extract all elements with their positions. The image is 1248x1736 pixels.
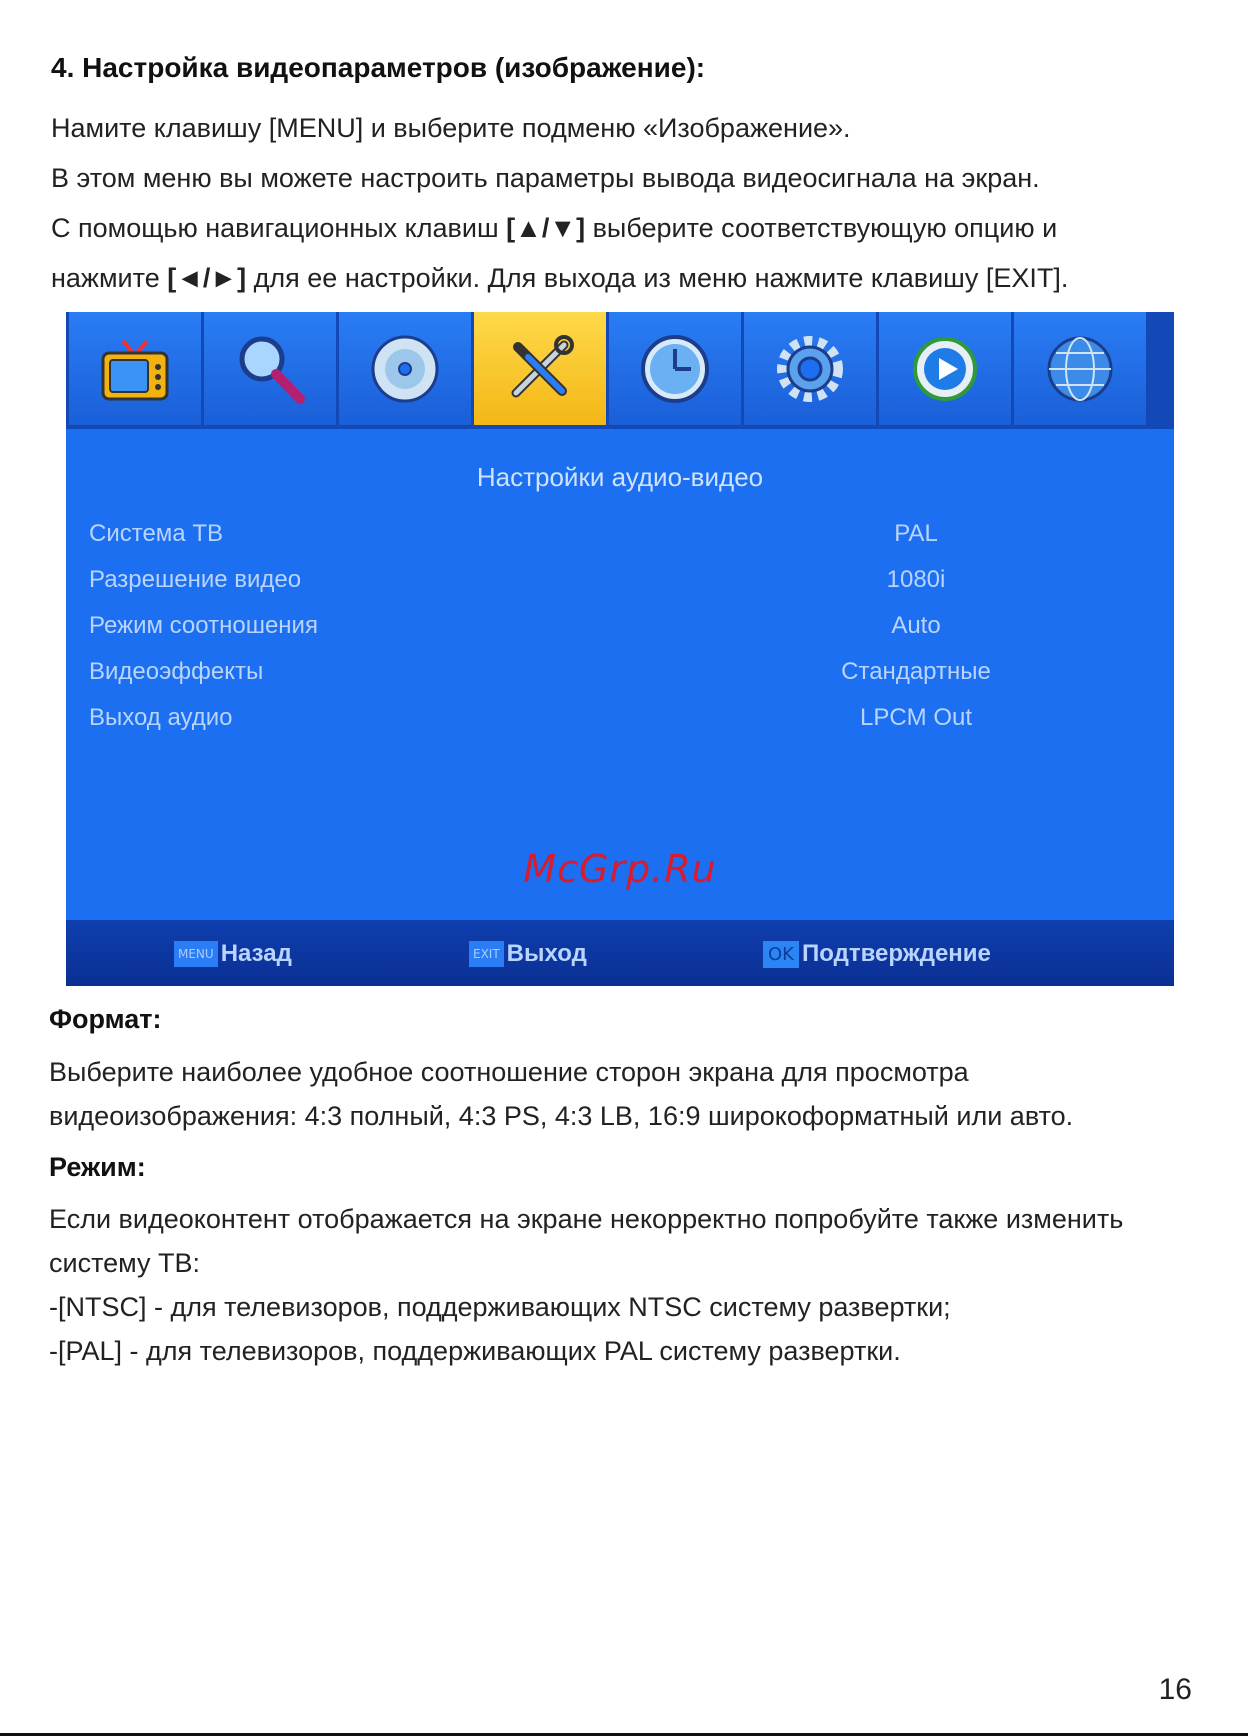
confirm-label: Подтверждение (801, 940, 991, 967)
setting-row-tv-system[interactable] (66, 520, 1174, 566)
exit-key-badge: EXIT (469, 941, 504, 967)
menu-title: Настройки аудио-видео (476, 462, 764, 492)
disc-icon (363, 327, 447, 411)
page-number: 16 (1158, 1673, 1192, 1706)
menu-footer (66, 920, 1174, 986)
menu-tab-bar (66, 312, 1174, 429)
format-line-1: Выберите наиболее удобное соотношение сторон экрана для просмотра (49, 1057, 969, 1087)
tab-disc[interactable] (339, 312, 471, 425)
setting-row-audio-output[interactable] (66, 704, 1174, 750)
tab-time[interactable] (609, 312, 741, 425)
setting-label: Система ТВ (89, 520, 223, 547)
intro-line-1: Намите клавишу [MENU] и выберите подменю «Изображение». (51, 113, 851, 143)
mode-title: Режим: (49, 1152, 146, 1182)
leftright-keys: [◄/►] (167, 263, 247, 293)
setting-label: Режим соотношения (89, 612, 318, 639)
tab-network[interactable] (1014, 312, 1146, 425)
globe-icon (1038, 327, 1122, 411)
exit-label: Выход (506, 940, 587, 967)
clock-icon (633, 327, 717, 411)
mode-line-4: -[PAL] - для телевизоров, поддерживающих PAL систему развертки. (49, 1336, 901, 1366)
mode-text (49, 1197, 1239, 1373)
mode-line-1: Если видеоконтент отображается на экране некорректно попробуйте также изменить (49, 1204, 1124, 1234)
exit-hint[interactable] (469, 940, 587, 968)
mode-line-3: -[NTSC] - для телевизоров, поддерживающих NTSC систему развертки; (49, 1292, 951, 1322)
section-heading: 4. Настройка видеопараметров (изображение): (51, 52, 706, 83)
tab-search[interactable] (204, 312, 336, 425)
format-text (49, 1050, 1239, 1138)
play-icon (903, 327, 987, 411)
tv-menu-screenshot (66, 312, 1174, 986)
setting-row-video-effects[interactable] (66, 658, 1174, 704)
tab-tv[interactable] (69, 312, 201, 425)
mode-line-2: систему ТВ: (49, 1248, 201, 1278)
setting-value: LPCM Out (859, 704, 973, 731)
tab-system[interactable] (744, 312, 876, 425)
intro-line-3: С помощью навигационных клавиш [▲/▼] выберите соответствующую опцию и (51, 213, 1058, 243)
setting-label: Выход аудио (89, 704, 233, 731)
setting-label: Видеоэффекты (89, 658, 264, 685)
tab-settings[interactable] (474, 312, 606, 425)
setting-value: PAL (894, 520, 938, 547)
intro-line-4: нажмите [◄/►] для ее настройки. Для выхода из меню нажмите клавишу [EXIT]. (51, 263, 1069, 293)
format-title: Формат: (49, 1004, 162, 1034)
gear-icon (768, 327, 852, 411)
intro-text (51, 103, 1211, 303)
watermark: McGrp.Ru (523, 847, 717, 891)
updown-keys: [▲/▼] (506, 213, 586, 243)
intro-line-2: В этом меню вы можете настроить параметры вывода видеосигнала на экран. (51, 163, 1040, 193)
tv-icon (93, 327, 177, 411)
ok-key-badge: OK (763, 941, 799, 968)
setting-value: Стандартные (841, 658, 991, 685)
back-label: Назад (220, 940, 292, 967)
setting-value: 1080i (886, 566, 946, 593)
setting-label: Разрешение видео (89, 566, 302, 593)
setting-row-video-resolution[interactable] (66, 566, 1174, 612)
format-line-2: видеоизображения: 4:3 полный, 4:3 PS, 4:3 LB, 16:9 широкоформатный или авто. (49, 1101, 1074, 1131)
back-hint[interactable] (174, 940, 292, 968)
menu-key-badge: MENU (174, 941, 218, 967)
settings-list (66, 520, 1174, 750)
confirm-hint[interactable] (763, 940, 991, 968)
search-icon (228, 327, 312, 411)
tab-media[interactable] (879, 312, 1011, 425)
tools-icon (498, 327, 582, 411)
setting-row-aspect-mode[interactable] (66, 612, 1174, 658)
setting-value: Auto (891, 612, 941, 639)
